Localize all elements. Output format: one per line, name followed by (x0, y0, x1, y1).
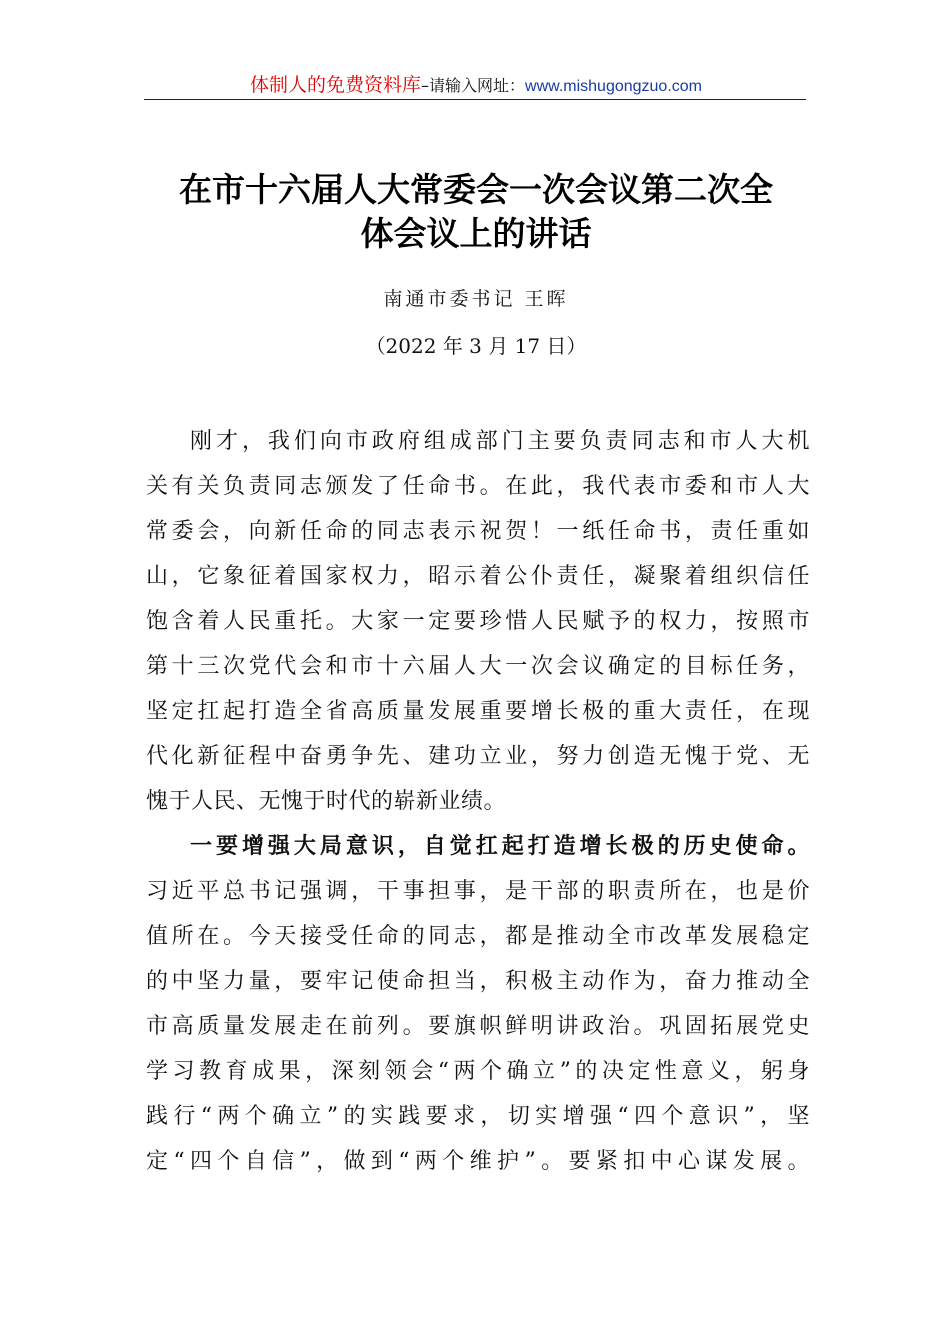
text-line: 山，它象征着国家权力，昭示着公仆责任，凝聚着组织信任 (146, 564, 810, 589)
text-line: 习近平总书记强调，干事担事，是干部的职责所在，也是价 (146, 879, 810, 904)
text-line: 学习教育成果，深刻领会“两个确立”的决定性意义，躬身 (146, 1059, 810, 1084)
text-line: 的中坚力量，要牢记使命担当，积极主动作为，奋力推动全 (146, 969, 810, 994)
text-line: 关有关负责同志颁发了任命书。在此，我代表市委和市人大 (146, 474, 810, 499)
header-prompt: –请输入网址： (421, 76, 526, 95)
header-rule (144, 99, 806, 100)
header-url-link[interactable]: www.mishugongzuo.com (525, 78, 702, 95)
document-body (146, 427, 810, 1192)
document-title (140, 168, 812, 256)
text-line: 践行“两个确立”的实践要求，切实增强“四个意识”，坚 (146, 1104, 810, 1129)
text-line: 定“四个自信”，做到“两个维护”。要紧扣中心谋发展。 (146, 1149, 810, 1174)
author-line: 南通市委书记 王晖 (383, 288, 569, 310)
text-line: 饱含着人民重托。大家一定要珍惜人民赋予的权力，按照市 (146, 609, 810, 634)
title-line: 体会议上的讲话 (360, 214, 592, 253)
text-line: 值所在。今天接受任命的同志，都是推动全市改革发展稳定 (146, 924, 810, 949)
text-line: 刚才，我们向市政府组成部门主要负责同志和市人大机 (190, 429, 810, 454)
header-brand: 体制人的免费资料库 (250, 74, 422, 96)
paragraph-1 (146, 427, 810, 832)
title-line: 在市十六届人大常委会一次会议第二次全 (179, 170, 773, 209)
text-line: 第十三次党代会和市十六届人大一次会议确定的目标任务， (146, 654, 810, 679)
speech-date: （2022 年 3 月 17 日） (365, 334, 587, 358)
text-line: 坚定扛起打造全省高质量发展重要增长极的重大责任，在现 (146, 699, 810, 724)
text-line: 愧于人民、无愧于时代的崭新业绩。 (146, 789, 507, 814)
text-line: 常委会，向新任命的同志表示祝贺！一纸任命书，责任重如 (146, 519, 810, 544)
text-line: 代化新征程中奋勇争先、建功立业，努力创造无愧于党、无 (146, 744, 810, 769)
paragraph-2 (146, 832, 810, 1192)
section-heading: 一要增强大局意识，自觉扛起打造增长极的历史使命。 (190, 834, 810, 859)
text-line: 市高质量发展走在前列。要旗帜鲜明讲政治。巩固拓展党史 (146, 1014, 810, 1039)
page-header (146, 70, 806, 100)
